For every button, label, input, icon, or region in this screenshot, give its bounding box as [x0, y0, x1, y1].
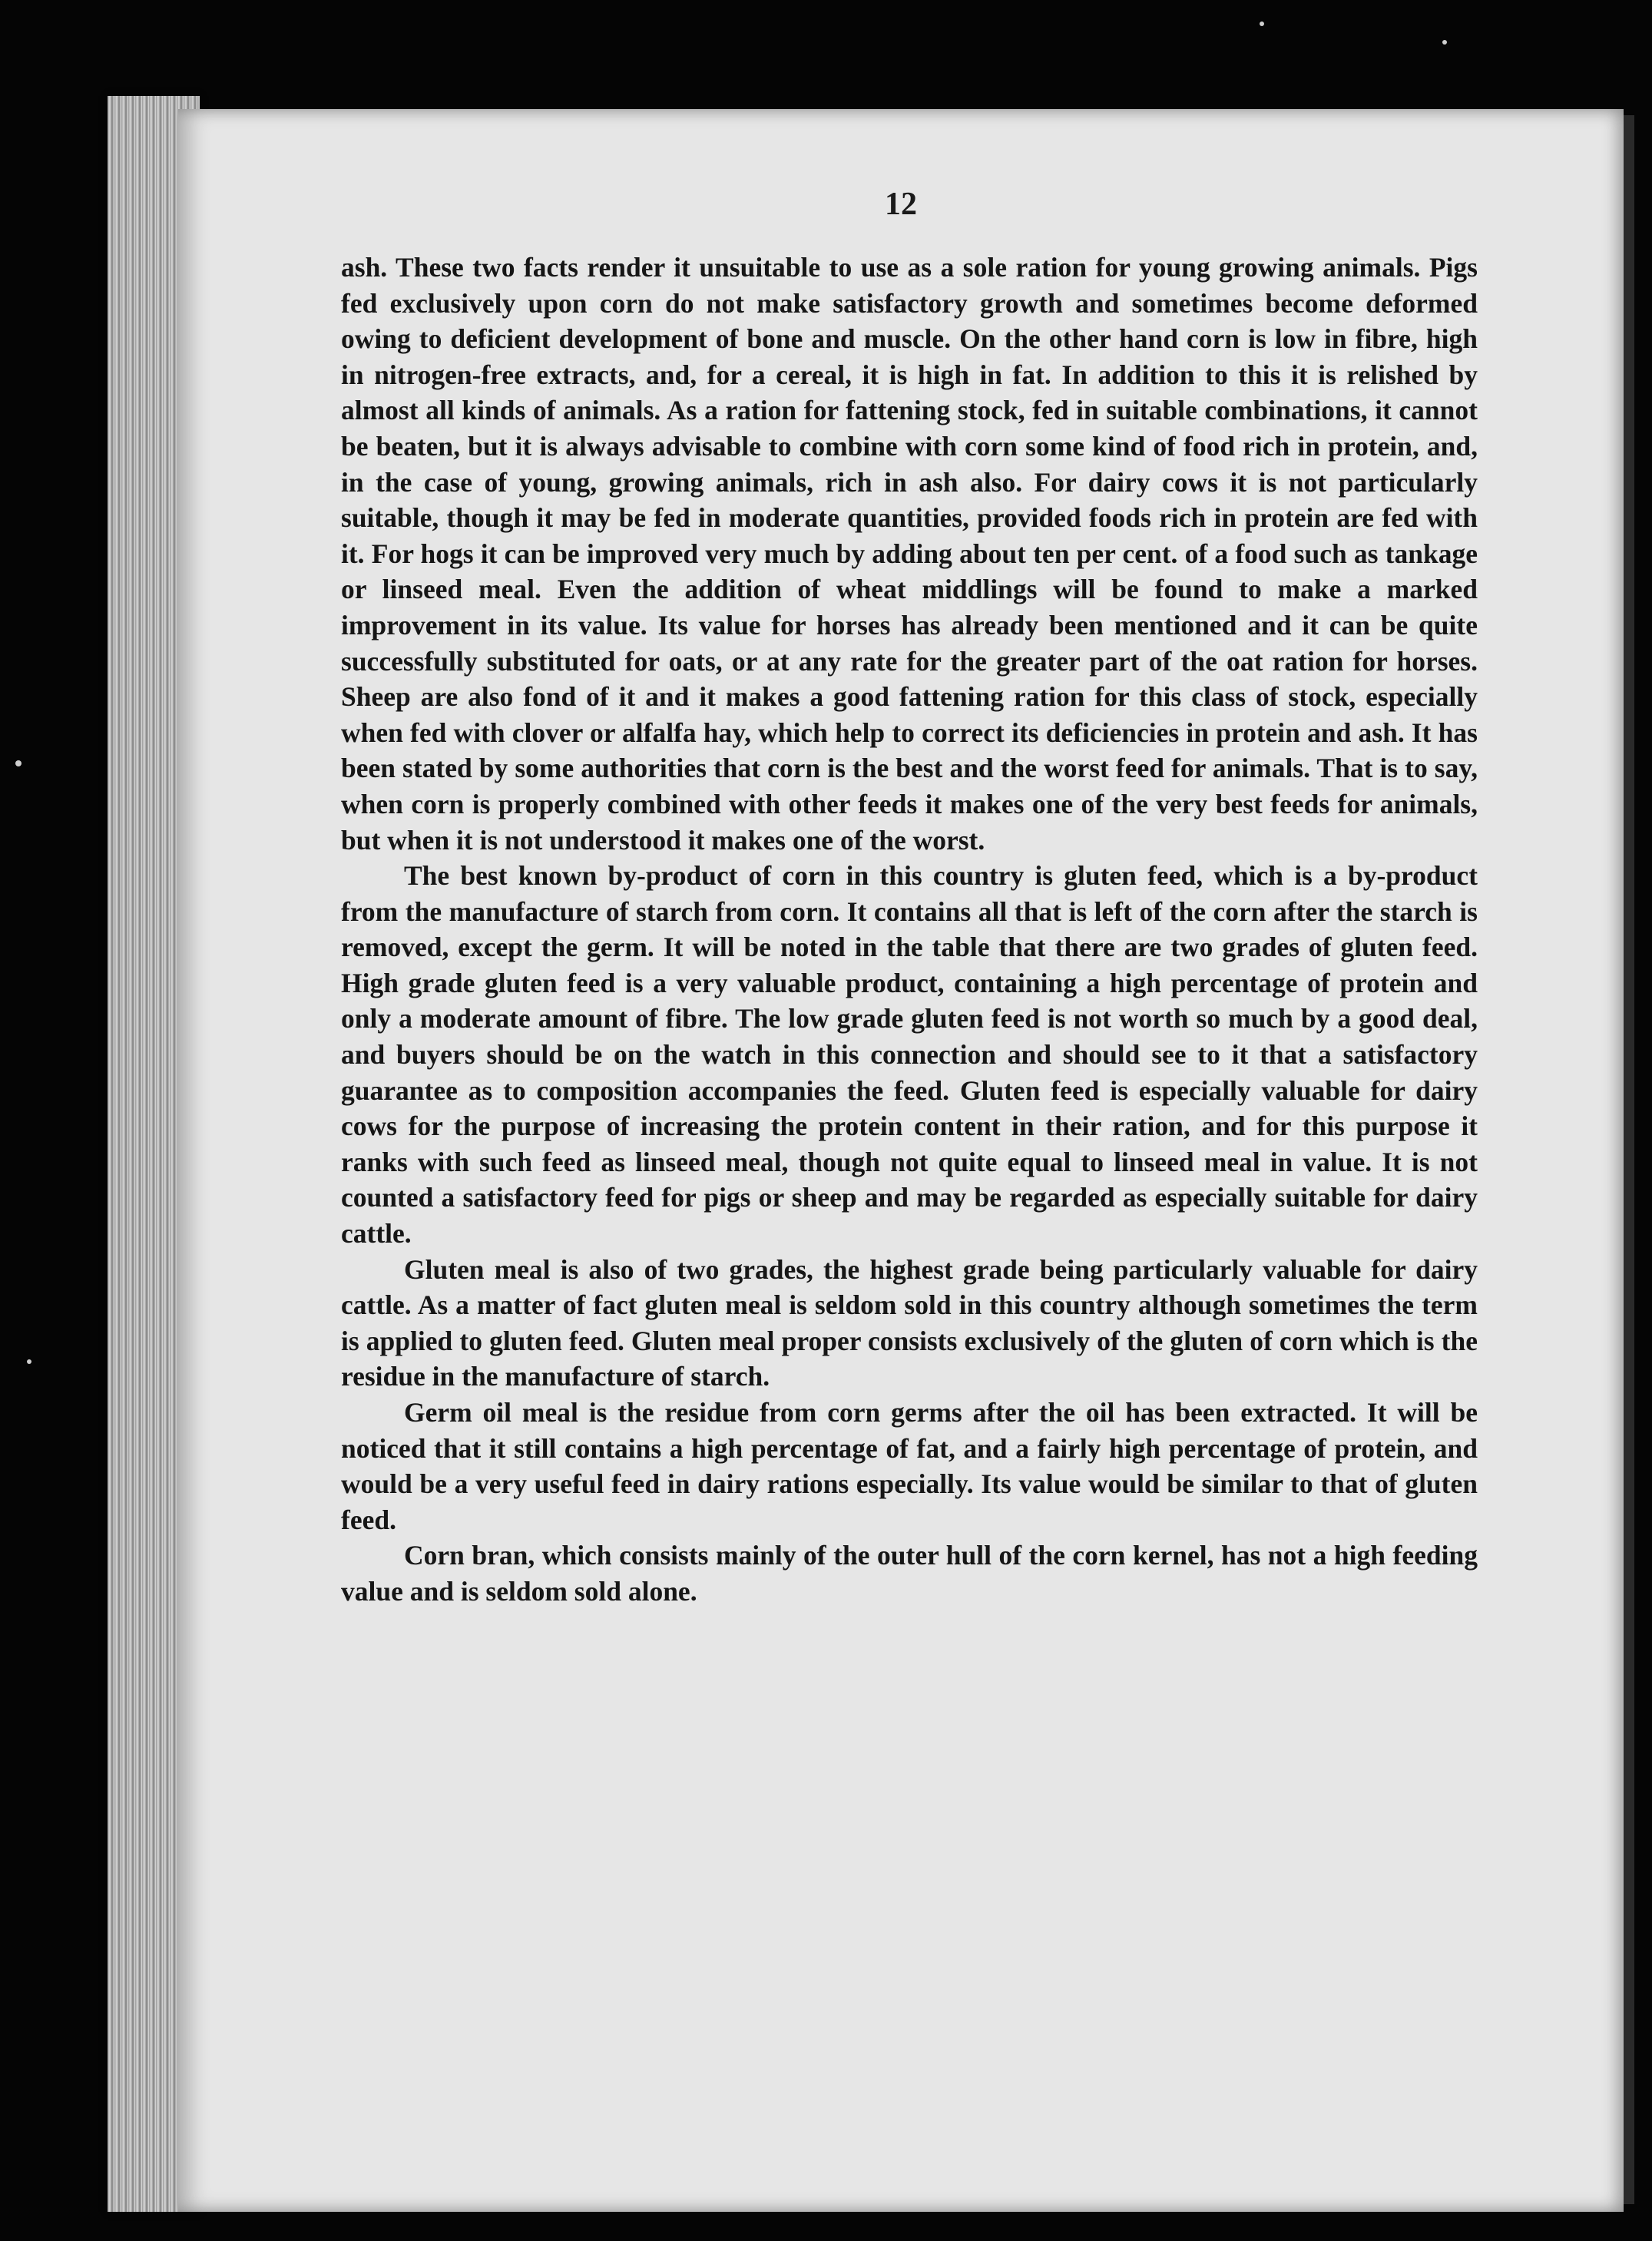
page-right-edge	[1624, 115, 1634, 2204]
page-number: 12	[885, 187, 917, 222]
scan-speck	[1442, 40, 1447, 45]
paragraph-germ-oil-meal: Germ oil meal is the residue from corn germs after the oil has been extracted. It will be noticed that it still contains a high percentage of fat, and a fairly high percentage of protein, and would be a very useful feed in dairy rations especially. Its value would be similar to that of gluten feed.	[341, 1397, 1478, 1535]
paragraph-gluten-meal: Gluten meal is also of two grades, the highest grade being particularly valuable for dairy cattle. As a matter of fact gluten meal is seldom sold in this country although sometimes the term is applied to gluten feed. Gluten meal proper consists exclusively of the gluten of corn which is the residue in the manufacture of starch.	[341, 1253, 1478, 1392]
paragraph-gluten-feed: The best known by-product of corn in this country is gluten feed, which is a by-product from the manufacture of starch from corn. It contains all that is left of the corn after the starch is removed, except the germ. It will be noted in the table that there are two grades of gluten feed. High grade gluten feed is a very valuable product, containing a high percentage of protein and only a moderate amount of fibre. The low grade gluten feed is not worth so much by a good deal, and buyers should be on the watch in this connection and should see to it that a satisfactory guarantee as to composition accompanies the feed. Gluten feed is especially valuable for dairy cows for the purpose of increasing the protein content in their ration, and for this purpose it ranks with such feed as linseed meal, though not quite equal to linseed meal in value. It is not counted a satisfactory feed for pigs or sheep and may be regarded as especially suitable for dairy cattle.	[341, 860, 1478, 1250]
paragraph-corn-bran: Corn bran, which consists mainly of the outer hull of the corn kernel, has not a high feeding value and is seldom sold alone.	[341, 1540, 1478, 1607]
body-text	[341, 250, 1478, 1610]
book-page	[178, 109, 1624, 2212]
scan-speck	[1260, 22, 1264, 26]
scan-speck	[15, 760, 22, 766]
scan-speck	[27, 1359, 31, 1364]
paragraph-corn-ration: ash. These two facts render it unsuitable to use as a sole ration for young growing animals. Pigs fed exclusively upon corn do not make satisfactory growth and sometimes become deformed owing to deficient development of bone and muscle. On the other hand corn is low in fibre, high in nitrogen-free extracts, and, for a cereal, it is high in fat. In addition to this it is relished by almost all kinds of animals. As a ration for fattening stock, fed in suitable combinations, it cannot be beaten, but it is always advisable to combine with corn some kind of food rich in protein, and, in the case of young, growing animals, rich in ash also. For dairy cows it is not particularly suitable, though it may be fed in moderate quantities, provided foods rich in protein are fed with it. For hogs it can be improved very much by adding about ten per cent. of a food such as tankage or linseed meal. Even the addition of wheat middlings will be found to make a marked improvement in its value. Its value for horses has already been mentioned and it can be quite successfully substituted for oats, or at any rate for the greater part of the oat ration for horses. Sheep are also fond of it and it makes a good fattening ration for this class of stock, especially when fed with clover or alfalfa hay, which help to correct its deficiencies in protein and ash. It has been stated by some authorities that corn is the best and the worst feed for animals. That is to say, when corn is properly combined with other feeds it makes one of the very best feeds for animals, but when it is not understood it makes one of the worst.	[341, 252, 1478, 856]
